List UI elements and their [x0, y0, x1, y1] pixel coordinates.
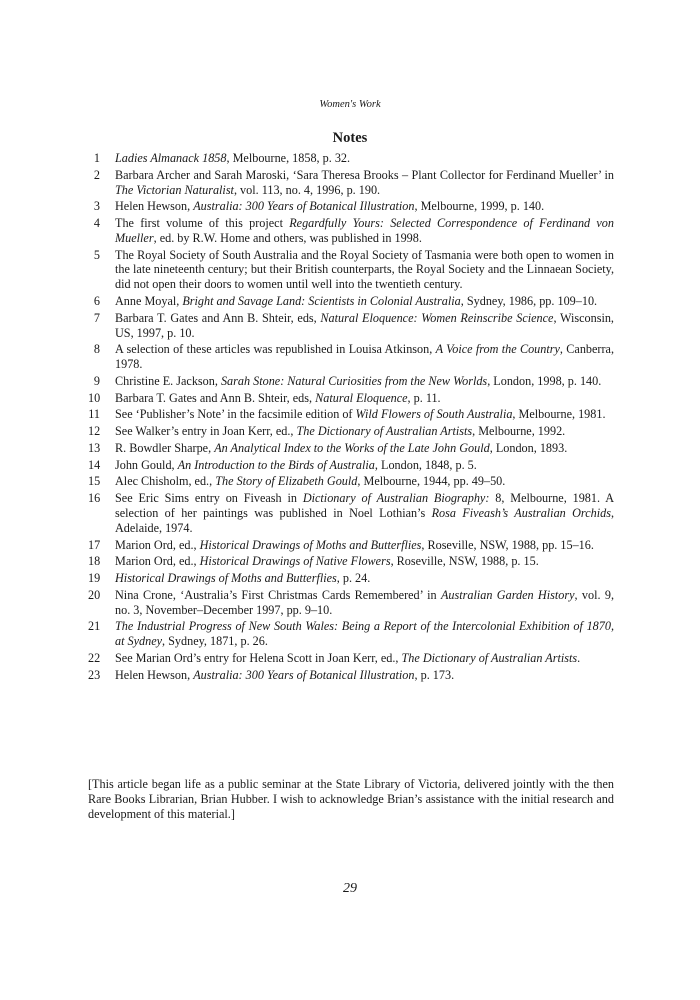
note-text-segment: , ed. by R.W. Home and others, was published in 1998. [153, 230, 422, 245]
note-text-segment: , London, 1998, p. 140. [487, 373, 602, 388]
note-text-segment: , Melbourne, 1944, pp. 49–50. [357, 474, 506, 489]
note-number: 6 [93, 294, 100, 309]
note-number: 19 [88, 570, 101, 585]
note-title-italic: Historical Drawings of Moths and Butterflies [199, 537, 422, 552]
note-number: 7 [93, 310, 100, 325]
note-text-segment: , Melbourne, 1992. [472, 424, 566, 439]
note-number: 9 [93, 373, 100, 388]
note-text-segment: , p. 11. [407, 390, 441, 405]
note-text-segment: , Melbourne, 1981. [512, 407, 606, 422]
note-text [115, 391, 614, 406]
note-text-segment: See ‘Publisher’s Note’ in the facsimile edition of [115, 407, 356, 422]
note-number: 21 [88, 619, 101, 634]
note-text [115, 342, 614, 372]
note-title-italic: The Story of Elizabeth Gould [215, 474, 358, 489]
note-text [115, 668, 614, 683]
note-item [88, 458, 614, 473]
note-title-italic: Sarah Stone: Natural Curiosities from the New Worlds [220, 373, 488, 388]
note-item [88, 199, 614, 214]
note-text-segment: , London, 1848, p. 5. [374, 457, 477, 472]
note-title-italic: Regardfully Yours: Selected Correspondence of Ferdinand von Mueller [115, 216, 614, 245]
note-item [88, 441, 614, 456]
note-number: 2 [93, 167, 100, 182]
note-text-segment: A selection of these articles was republished in Louisa Atkinson, [115, 342, 436, 357]
note-item [88, 151, 614, 166]
note-text-segment: Barbara Archer and Sarah Maroski, ‘Sara Theresa Brooks – Plant Collector for Ferdinand Mueller’ in [115, 167, 614, 182]
note-text-segment: Barbara T. Gates and Ann B. Shteir, eds, [115, 390, 316, 405]
note-text [115, 248, 614, 293]
running-head: Women's Work [319, 99, 381, 110]
note-number: 16 [88, 491, 101, 506]
note-title-italic: Wild Flowers of South Australia [355, 407, 513, 422]
note-text-segment: , Sydney, 1986, pp. 109–10. [460, 294, 598, 309]
note-text-segment: , p. 24. [336, 570, 371, 585]
note-title-italic: Historical Drawings of Native Flowers [199, 554, 391, 569]
note-item [88, 216, 614, 246]
note-item [88, 391, 614, 406]
notes-heading: Notes [332, 130, 368, 146]
note-text [115, 311, 614, 341]
note-item [88, 491, 614, 536]
note-text-segment: See Marian Ord’s entry for Helena Scott in Joan Kerr, ed., [115, 650, 402, 665]
note-title-italic: Australian Garden History [440, 587, 575, 602]
note-number: 15 [88, 474, 101, 489]
note-text-segment: , Melbourne, 1858, p. 32. [226, 151, 351, 165]
note-title-italic: Bright and Savage Land: Scientists in Colonial Australia [182, 294, 461, 309]
note-item [88, 651, 614, 666]
note-text-segment: Helen Hewson, [115, 199, 194, 214]
note-text [115, 538, 614, 553]
note-item [88, 619, 614, 649]
note-number: 12 [88, 424, 101, 439]
note-text-segment: Christine E. Jackson, [115, 373, 221, 388]
note-item [88, 374, 614, 389]
note-number: 4 [93, 216, 100, 231]
note-item [88, 342, 614, 372]
note-title-italic: The Dictionary of Australian Artists [296, 424, 473, 439]
note-text-segment: See Walker’s entry in Joan Kerr, ed., [115, 424, 297, 439]
note-text-segment: , London, 1893. [489, 440, 568, 455]
note-title-italic: Ladies Almanack 1858 [115, 151, 227, 165]
note-item [88, 668, 614, 683]
note-number: 23 [88, 667, 101, 682]
note-text-segment: Nina Crone, ‘Australia’s First Christmas Cards Remembered’ in [115, 587, 441, 602]
note-text [115, 651, 614, 666]
note-text-segment: , Sydney, 1871, p. 26. [162, 634, 268, 649]
note-text-segment: Helen Hewson, [115, 667, 194, 682]
note-text-segment: , Canberra, 1978. [115, 342, 615, 372]
note-text [115, 554, 614, 569]
note-number: 17 [88, 537, 101, 552]
note-text-segment: , p. 173. [414, 667, 455, 682]
note-title-italic: An Analytical Index to the Works of the Late John Gould [214, 440, 490, 455]
note-text [115, 441, 614, 456]
note-text-segment: , vol. 9, no. 3, November–December 1997, pp. 9–10. [115, 587, 615, 617]
note-title-italic: An Introduction to the Birds of Australia [177, 457, 375, 472]
note-number: 22 [88, 650, 101, 665]
note-text [115, 571, 614, 586]
note-item [88, 248, 614, 293]
note-text [115, 424, 614, 439]
note-text [115, 168, 614, 198]
note-text [115, 407, 614, 422]
note-text-segment: The first volume of this project [115, 216, 290, 231]
note-text-segment: Barbara T. Gates and Ann B. Shteir, eds, [115, 310, 321, 325]
note-text-segment: , Adelaide, 1974. [115, 505, 614, 535]
note-text-segment: , Roseville, NSW, 1988, pp. 15–16. [421, 537, 594, 552]
note-text-segment: The Royal Society of South Australia and the Royal Society of Tasmania were both open to women in the late nineteenth century; but their British counterparts, the Royal Society and the Linnaean Society, did not open their doors to women until well into the twentieth century. [115, 247, 614, 292]
note-title-italic: Historical Drawings of Moths and Butterflies [115, 570, 337, 585]
note-number: 20 [88, 587, 101, 602]
note-text-segment: Marion Ord, ed., [115, 537, 200, 552]
note-number: 14 [88, 457, 101, 472]
note-number: 3 [93, 199, 100, 214]
note-number: 18 [88, 554, 101, 569]
note-title-italic: A Voice from the Country [435, 342, 560, 357]
note-text [115, 151, 614, 166]
note-text-segment: 8, Melbourne, 1981. A selection of her paintings was published in Noel Lothian’s [115, 491, 614, 520]
note-item [88, 474, 614, 489]
note-title-italic: Natural Eloquence [315, 390, 408, 405]
note-text [115, 199, 614, 214]
note-text [115, 588, 614, 618]
note-text [115, 374, 614, 389]
note-title-italic: The Victorian Naturalist [115, 182, 234, 197]
note-text-segment: R. Bowdler Sharpe, [115, 440, 215, 455]
note-title-italic: The Dictionary of Australian Artists [401, 650, 578, 665]
note-item [88, 311, 614, 341]
note-text [115, 294, 614, 309]
note-number: 13 [88, 440, 101, 455]
note-number: 10 [88, 390, 101, 405]
note-number: 5 [93, 247, 100, 262]
closing-paragraph: [This article began life as a public seminar at the State Library of Victoria, delivered jointly with the then Rare Books Librarian, Brian Hubber. I wish to acknowledge Brian’s assistance with the initial research and development of this material.] [88, 777, 614, 821]
note-item [88, 294, 614, 309]
note-text-segment: , Melbourne, 1999, p. 140. [414, 199, 545, 214]
note-text-segment: Anne Moyal, [115, 294, 183, 309]
note-text [115, 491, 614, 536]
note-number: 11 [88, 407, 100, 422]
note-text-segment: John Gould, [115, 457, 178, 472]
note-text-segment: . [577, 650, 581, 665]
note-title-italic: Australia: 300 Years of Botanical Illustration [193, 667, 415, 682]
note-text-segment: Marion Ord, ed., [115, 554, 200, 569]
note-number: 8 [93, 342, 100, 357]
note-item [88, 571, 614, 586]
note-title-italic: Australia: 300 Years of Botanical Illustration [193, 199, 415, 214]
note-text-segment: Alec Chisholm, ed., [115, 474, 216, 489]
note-title-italic: Dictionary of Australian Biography: [302, 491, 490, 506]
note-text-segment: , Roseville, NSW, 1988, p. 15. [390, 554, 539, 569]
note-item [88, 554, 614, 569]
note-text [115, 458, 614, 473]
note-text-segment: , vol. 113, no. 4, 1996, p. 190. [233, 182, 381, 197]
note-text-segment: See Eric Sims entry on Fiveash in [115, 491, 303, 506]
note-item [88, 407, 614, 422]
notes-list [88, 151, 614, 684]
note-item [88, 588, 614, 618]
note-text-segment: , Wisconsin, US, 1997, p. 10. [115, 310, 614, 340]
note-item [88, 168, 614, 198]
note-text [115, 619, 614, 649]
note-item [88, 538, 614, 553]
note-title-italic: Natural Eloquence: Women Reinscribe Science [320, 310, 554, 325]
note-text [115, 474, 614, 489]
note-number: 1 [93, 151, 100, 165]
page-number: 29 [343, 881, 357, 896]
note-title-italic: Rosa Fiveash’s Australian Orchids [431, 505, 611, 520]
note-text [115, 216, 614, 246]
note-item [88, 424, 614, 439]
note-title-italic: The Industrial Progress of New South Wales: Being a Report of the Intercolonial Exhibition of 1870, at Sydney [115, 619, 614, 649]
